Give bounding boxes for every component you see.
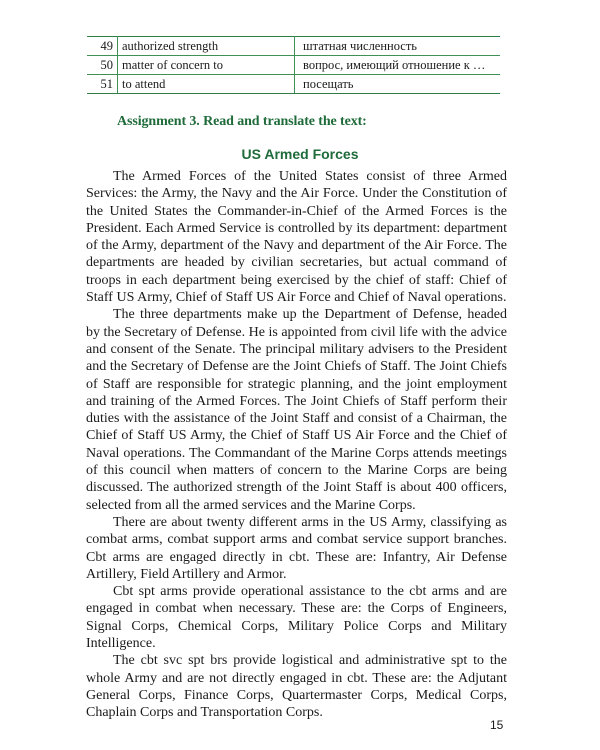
english-term: matter of concern to	[118, 56, 295, 75]
paragraph: The cbt svc spt brs provide logistical and administrative spt to the whole Army and are not directly engaged in cbt. These are: the Adjutant General Corps, Finance Corps, Quartermaster Corps, Medical Corps, Chaplain Corps and Transportation Corps.	[86, 653, 507, 721]
article-body	[86, 168, 507, 722]
english-term: authorized strength	[118, 37, 295, 56]
page-number: 15	[490, 718, 504, 732]
paragraph: The three departments make up the Department of Defense, headed by the Secretary of Defense. He is appointed from civil life with the advice and consent of the Senate. The principal military advisers to the President and the Secretary of Defense are the Joint Chiefs of Staff. The Joint Chiefs of Staff are responsible for strategic planning, and the joint employment and training of the Armed Forces. The Joint Chiefs of Staff perform their duties with the assistance of the Joint Staff and consist of a Chairman, the Chief of Staff US Army, the Chief of Staff US Air Force and the Chief of Naval operations. The Commandant of the Marine Corps attends meetings of this council when matters of concern to the Marine Corps are being discussed. The authorized strength of the Joint Staff is about 400 officers, selected from all the armed services and the Marine Corps.	[86, 307, 507, 513]
russian-translation: вопрос, имеющий отношение к …	[295, 56, 501, 75]
english-term: to attend	[118, 75, 295, 94]
row-number: 49	[87, 37, 118, 56]
paragraph: The Armed Forces of the United States consist of three Armed Services: the Army, the Navy and the Air Force. Under the Constitution of the United States the Commander-in-Chief of the Armed Forces is the President. Each Armed Service is controlled by its department: department of the Army, department of the Navy and department of the Air Force. The departments are headed by civilian secretaries, but actual command of troops in each department being exercised by the chief of staff: Chief of Staff US Army, Chief of Staff US Air Force and Chief of Naval operations.	[86, 169, 507, 306]
table-row	[87, 75, 500, 94]
paragraph: Cbt spt arms provide operational assistance to the cbt arms and are engaged in combat when necessary. These are: the Corps of Engineers, Signal Corps, Chemical Corps, Military Police Corps and Military Intelligence.	[86, 584, 507, 652]
row-number: 50	[87, 56, 118, 75]
paragraph: There are about twenty different arms in the US Army, classifying as combat arms, combat support arms and combat service support branches. Cbt arms are engaged directly in cbt. These are: Infantry, Air Defense Artillery, Field Artillery and Armor.	[86, 514, 507, 582]
vocabulary-table	[87, 36, 500, 94]
table-row	[87, 56, 500, 75]
russian-translation: штатная численность	[295, 37, 501, 56]
article-title: US Armed Forces	[241, 146, 359, 162]
assignment-heading: Assignment 3. Read and translate the text:	[117, 114, 367, 129]
row-number: 51	[87, 75, 118, 94]
table-row	[87, 37, 500, 56]
russian-translation: посещать	[295, 75, 501, 94]
